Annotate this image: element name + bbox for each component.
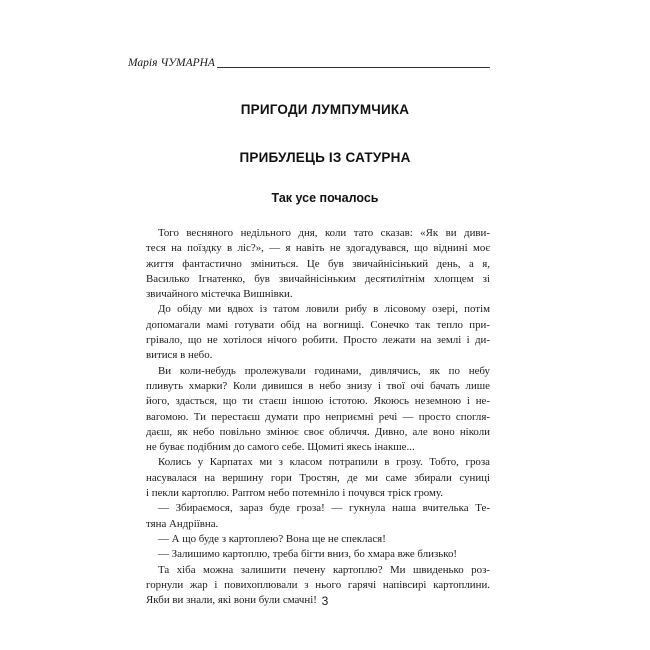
text-line: тяна Андріївна. [146, 517, 219, 530]
text-line: Василько Ігнатенко, був звичайнісіньким десятилітнім хлопцем зі [146, 272, 490, 285]
text-line: Та хіба можна залишити печену картоплю? Ми швиденько роз- [158, 563, 490, 576]
text-line: вагомою. Ти перестаєш думати про неприємні речі — просто спогля- [146, 410, 490, 423]
author-name: Марія ЧУМАРНА [128, 57, 215, 69]
text-line: До обіду ми вдвох із татом ловили рибу в лісовому озері, потім [158, 303, 490, 316]
text-line: Колись у Карпатах ми з класом потрапили в грозу. Тобто, гроза [158, 456, 490, 469]
text-line: даєш, як небо повільно змінює своє обличчя. Дивно, але воно ніколи [146, 425, 490, 438]
header-rule [217, 67, 490, 68]
text-line: — А що буде з картоплею? Вона ще не спеклася! [158, 532, 386, 545]
text-line: Ви коли-небудь пролежували годинами, дивлячись, як по небу [158, 364, 490, 377]
page-number: 3 [321, 594, 329, 608]
chapter-title: Так усе почалось [271, 191, 379, 205]
book-title: ПРИГОДИ ЛУМПУМЧИКА [240, 102, 410, 117]
text-line: не буває подібним до самого себе. Щомиті якесь інакше... [146, 441, 415, 454]
text-line: Того весняного недільного дня, коли тато сказав: «Як ви диви- [158, 227, 490, 239]
text-line: витися в небо. [146, 349, 213, 362]
text-line: — Збираємося, зараз буде гроза! — гукнула наша вчителька Те- [158, 502, 490, 515]
text-line: Якби ви знали, які вони були смачні! [146, 594, 317, 607]
text-line: — Залишимо картоплю, треба бігти вниз, бо хмара вже близько! [158, 548, 458, 561]
text-line: його, здасться, що ти стаєш іншою істотою. Якоюсь неземною і не- [146, 395, 490, 408]
text-line: горнули жар і повихоплювали з нього гарячі напівсирі картоплини. [146, 578, 490, 591]
text-line: і пекли картоплю. Раптом небо потемніло і почувся тріск грому. [146, 487, 443, 500]
text-line: теся на поїздку в ліс?», — я навіть не здогадувався, що віднині моє [146, 242, 490, 255]
text-line: допомагали мамі готувати обід на вогнищі. Сонечко так тепло при- [146, 318, 490, 331]
text-line: насувалася на вершину гори Тростян, де ми саме збирали суниці [146, 471, 490, 484]
text-line: звичайного містечка Вишнівки. [146, 288, 293, 301]
text-line: пливуть хмарки? Коли дивишся в небо знизу і твої очі бачать лише [146, 379, 490, 392]
running-header [128, 55, 490, 69]
text-line: життя фантастично зміниться. Це був звичайнісінький день, а я, [146, 257, 490, 270]
body-text [146, 226, 490, 608]
text-line: грівало, що не хотілося нічого робити. Просто лежати на землі і ди- [146, 334, 490, 347]
part-title: ПРИБУЛЕЦЬ ІЗ САТУРНА [239, 150, 411, 165]
